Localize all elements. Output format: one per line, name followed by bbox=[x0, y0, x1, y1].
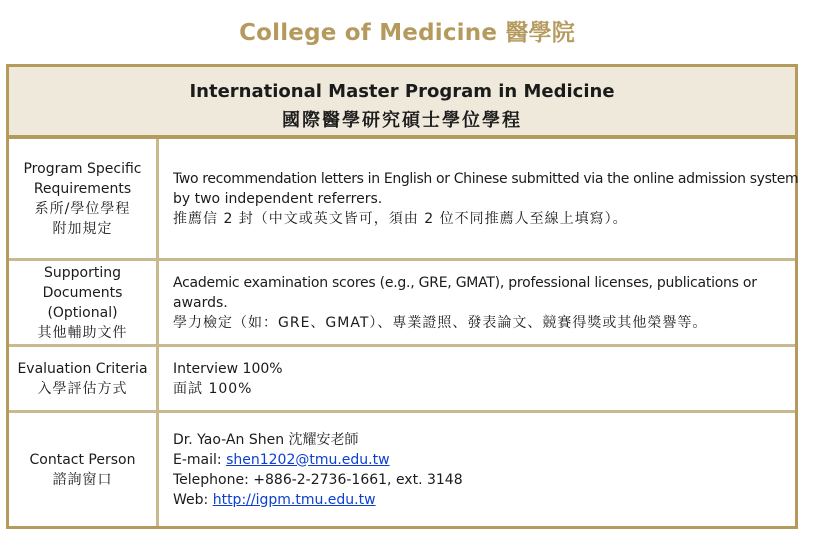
label-en-line: Requirements bbox=[33, 180, 132, 197]
contact-email-line bbox=[173, 450, 795, 470]
web-label: Web: bbox=[173, 491, 213, 508]
label-en-line: Program Specific bbox=[23, 160, 142, 177]
row-content-contact bbox=[173, 413, 795, 526]
content-line-zh: 面試 100% bbox=[173, 380, 253, 397]
content-line-zh: 學力檢定（如：GRE、GMAT）、專業證照、發表論文、競賽得獎或其他榮譽等。 bbox=[173, 314, 708, 331]
row-label-requirements bbox=[9, 139, 159, 258]
program-title-zh: 國際醫學研究碩士學位學程 bbox=[282, 110, 522, 131]
label-zh-line: 其他輔助文件 bbox=[37, 324, 128, 341]
content-line: Interview 100% bbox=[173, 360, 283, 377]
college-title: College of Medicine 醫學院 bbox=[239, 20, 575, 46]
label-zh-line: 系所/學位學程 bbox=[34, 200, 131, 217]
content-line: by two independent referrers. bbox=[173, 190, 383, 207]
content-line-zh: 推薦信 2 封（中文或英文皆可，須由 2 位不同推薦人至線上填寫）。 bbox=[173, 210, 628, 227]
email-link[interactable]: shen1202@tmu.edu.tw bbox=[226, 451, 390, 468]
web-link[interactable]: http://igpm.tmu.edu.tw bbox=[212, 491, 376, 508]
contact-web-line bbox=[173, 490, 795, 510]
label-en-line: Evaluation Criteria bbox=[17, 360, 148, 377]
label-en-line: Documents bbox=[42, 284, 123, 301]
row-label-evaluation bbox=[9, 347, 159, 410]
program-table bbox=[6, 64, 798, 529]
contact-name: Dr. Yao-An Shen 沈耀安老師 bbox=[173, 431, 359, 448]
row-content-requirements bbox=[173, 139, 799, 258]
row-content-documents bbox=[173, 261, 795, 344]
table-row-evaluation bbox=[9, 347, 795, 413]
table-row-contact bbox=[9, 413, 795, 526]
content-line: awards. bbox=[173, 294, 228, 311]
label-en-line: Supporting bbox=[44, 264, 121, 281]
label-en-line: Contact Person bbox=[29, 451, 136, 468]
content-line: Two recommendation letters in English or Chinese submitted via the online admission system bbox=[173, 170, 799, 187]
label-en-line: (Optional) bbox=[47, 304, 118, 321]
email-label: E-mail: bbox=[173, 451, 227, 468]
row-content-evaluation bbox=[173, 347, 795, 410]
label-zh-line: 諮詢窗口 bbox=[52, 471, 113, 488]
content-line: Academic examination scores (e.g., GRE, GMAT), professional licenses, publications or bbox=[173, 274, 757, 291]
row-label-contact bbox=[9, 413, 159, 526]
label-zh-line: 附加規定 bbox=[52, 220, 113, 237]
program-title-en: International Master Program in Medicine bbox=[189, 81, 615, 102]
table-row-documents bbox=[9, 261, 795, 347]
row-label-documents bbox=[9, 261, 159, 344]
table-row-requirements bbox=[9, 139, 799, 261]
program-title-box bbox=[9, 67, 795, 139]
contact-phone: Telephone: +886-2-2736-1661, ext. 3148 bbox=[173, 471, 463, 488]
label-zh-line: 入學評估方式 bbox=[37, 380, 128, 397]
